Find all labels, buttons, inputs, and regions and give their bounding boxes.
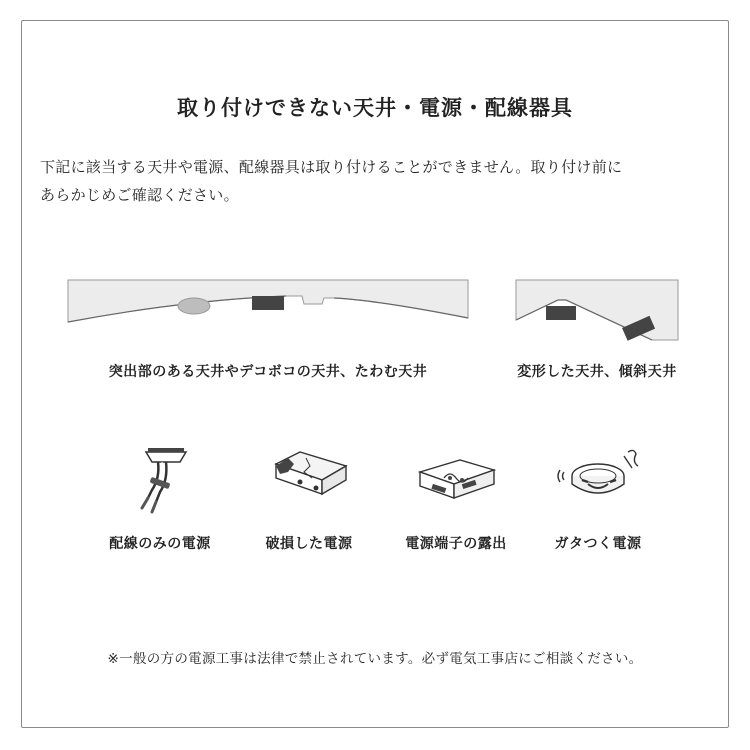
exposed-terminal-icon <box>416 456 498 504</box>
ceiling-caption-1: 突出部のある天井やデコボコの天井、たわむ天井 <box>108 364 428 380</box>
sloped-ceiling-icon <box>514 278 680 348</box>
intro-text <box>40 153 720 209</box>
power-caption-3: 電源端子の露出 <box>405 536 507 552</box>
power-caption-1: 配線のみの電源 <box>109 536 211 552</box>
ceiling-caption-2: 変形した天井、傾斜天井 <box>517 364 677 380</box>
damaged-outlet-icon <box>270 448 352 500</box>
power-caption-4: ガタつく電源 <box>554 536 642 552</box>
wobbly-outlet-icon <box>552 444 644 504</box>
power-caption-2: 破損した電源 <box>265 536 353 552</box>
curved-ceiling-icon <box>66 278 470 326</box>
footnote: ※一般の方の電源工事は法律で禁止されています。必ず電気工事店にご相談ください。 <box>107 651 643 667</box>
page-title: 取り付けできない天井・電源・配線器具 <box>177 96 573 120</box>
intro-line-1: 下記に該当する天井や電源、配線器具は取り付けることができません。取り付け前に <box>40 158 623 176</box>
intro-line-2: あらかじめご確認ください。 <box>40 186 239 204</box>
bare-wiring-icon <box>128 440 194 514</box>
